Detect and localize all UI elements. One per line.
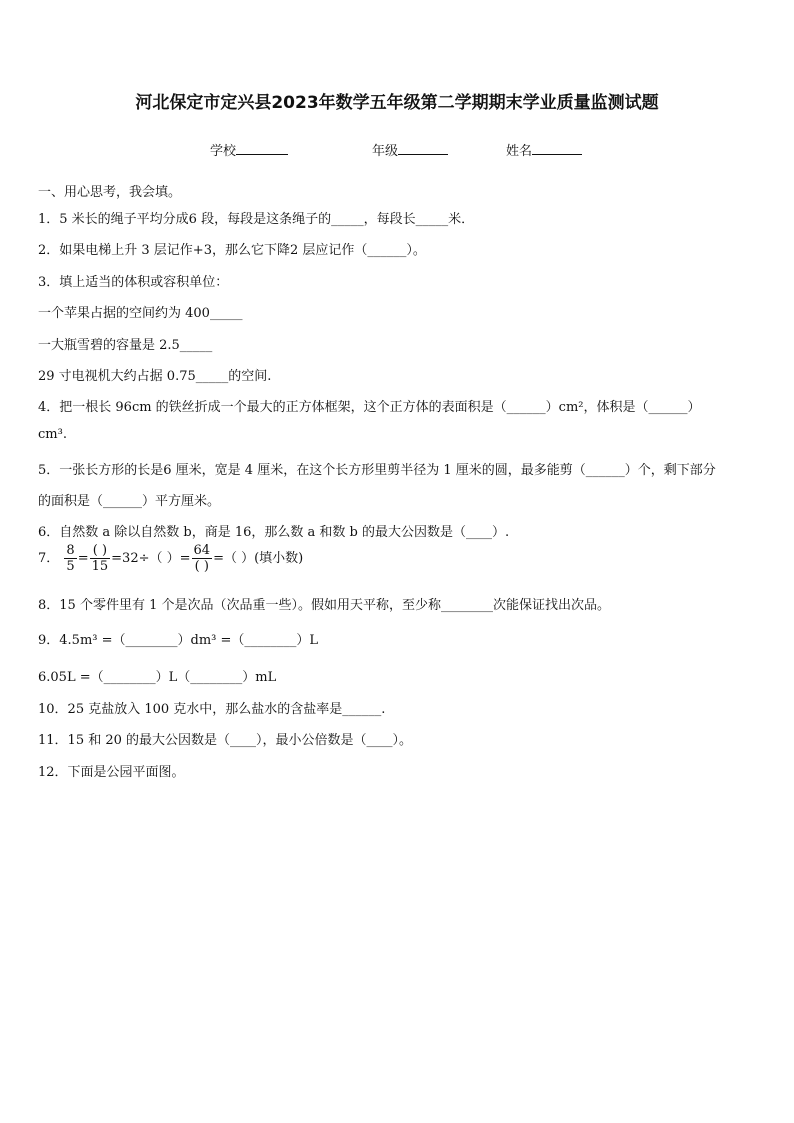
page-title: 河北保定市定兴县2023年数学五年级第二学期期末学业质量监测试题	[135, 93, 659, 113]
question-6: 6．自然数 a 除以自然数 b，商是 16，那么数 a 和数 b 的最大公因数是（____）.	[38, 525, 510, 540]
section-heading: 一、用心思考，我会填。	[38, 185, 182, 200]
question-5-line-1: 5．一张长方形的长是6 厘米，宽是 4 厘米，在这个长方形里剪半径为 1 厘米的圆，最多能剪（______）个，剩下部分	[38, 463, 716, 478]
question-1: 1．5 米长的绳子平均分成6 段，每段是这条绳子的_____，每段长_____米．	[38, 212, 475, 227]
school-field	[210, 140, 288, 159]
question-3b: 一大瓶雪碧的容量是 2.5_____	[38, 338, 213, 353]
fraction-numerator: 64	[193, 543, 211, 558]
equals-sign: =	[77, 551, 89, 566]
question-9-line-2: 6.05L =（________）L（________）mL	[38, 670, 277, 685]
fraction-8-5	[64, 543, 76, 574]
question-3c: 29 寸电视机大约占据 0.75_____的空间.	[38, 369, 272, 384]
question-4-line-2: cm³.	[38, 427, 67, 442]
question-3a: 一个苹果占据的空间约为 400_____	[38, 306, 243, 321]
fraction-numerator: 8	[66, 543, 75, 558]
school-label: 学校	[210, 144, 237, 159]
fraction-numerator-blank[interactable]: ( )	[90, 543, 111, 559]
question-5-line-2: 的面积是（______）平方厘米。	[38, 494, 221, 509]
decimal-answer: =（ ）(填小数)	[213, 551, 304, 566]
name-label: 姓名	[506, 144, 533, 159]
question-9-line-1: 9．4.5m³ =（________）dm³ =（________）L	[38, 633, 319, 648]
question-11: 11．15 和 20 的最大公因数是（____），最小公倍数是（____）。	[38, 733, 413, 748]
fraction-blank-15	[90, 543, 111, 574]
name-blank[interactable]	[532, 142, 582, 155]
question-3: 3．填上适当的体积或容积单位：	[38, 275, 229, 290]
fraction-denominator: 15	[91, 559, 109, 574]
name-field	[506, 140, 582, 159]
grade-label: 年级	[372, 144, 399, 159]
school-blank[interactable]	[236, 142, 288, 155]
grade-blank[interactable]	[398, 142, 448, 155]
question-4-line-1: 4．把一根长 96cm 的铁丝折成一个最大的正方体框架，这个正方体的表面积是（______）cm²，体积是（______）	[38, 400, 701, 415]
question-8: 8．15 个零件里有 1 个是次品（次品重一些）。假如用天平称，至少称________次能保证找出次品。	[38, 598, 610, 613]
fraction-denominator-blank[interactable]: ( )	[194, 559, 209, 574]
fraction-denominator: 5	[66, 559, 75, 574]
question-12: 12．下面是公园平面图。	[38, 765, 185, 780]
question-7-label: 7．	[38, 551, 60, 566]
question-2: 2．如果电梯上升 3 层记作+3，那么它下降2 层应记作（______）。	[38, 243, 426, 258]
grade-field	[372, 140, 448, 159]
division-expression: =32÷（ ）=	[111, 551, 191, 566]
question-10: 10．25 克盐放入 100 克水中，那么盐水的含盐率是______.	[38, 702, 386, 717]
question-7	[38, 543, 303, 574]
fraction-64-blank	[192, 543, 213, 574]
